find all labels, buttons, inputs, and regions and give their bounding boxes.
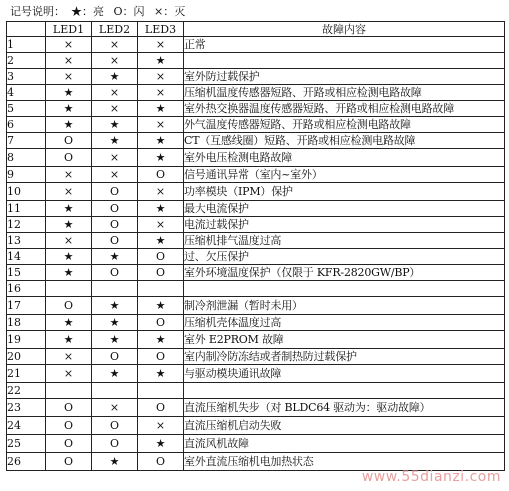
- led3-state: ★: [138, 297, 184, 315]
- led1-state: O: [46, 399, 92, 417]
- led2-state: O: [92, 435, 138, 453]
- row-number: 25: [7, 435, 46, 453]
- table-row: [7, 101, 505, 117]
- row-number: 15: [7, 265, 46, 281]
- fault-description: 室外防过载保护: [184, 69, 505, 85]
- row-number: 23: [7, 399, 46, 417]
- table-row: [7, 331, 505, 349]
- row-number: 26: [7, 453, 46, 471]
- table-row: [7, 201, 505, 217]
- table-row: [7, 85, 505, 101]
- fault-description: 直流风机故障: [184, 435, 505, 453]
- led3-state: O: [138, 315, 184, 331]
- row-number: 24: [7, 417, 46, 435]
- led2-state: O: [92, 201, 138, 217]
- led1-state: ★: [46, 101, 92, 117]
- led1-state: ×: [46, 233, 92, 249]
- table-row: [7, 297, 505, 315]
- led2-state: ×: [92, 85, 138, 101]
- led1-state: ★: [46, 315, 92, 331]
- led1-state: ★: [46, 117, 92, 133]
- led2-state: ×: [92, 37, 138, 53]
- row-number: 18: [7, 315, 46, 331]
- led3-state: [138, 383, 184, 399]
- fault-description: 室外热交换器温度传感器短路、开路或相应检测电路故障: [184, 101, 505, 117]
- fault-description: 直流压缩机失步（对 BLDC64 驱动为：驱动故障）: [184, 399, 505, 417]
- row-number: 10: [7, 183, 46, 201]
- led3-state: ★: [138, 201, 184, 217]
- led2-state: ×: [92, 101, 138, 117]
- table-row: [7, 133, 505, 149]
- led1-state: ×: [46, 183, 92, 201]
- led2-state: O: [92, 349, 138, 365]
- row-number: 22: [7, 383, 46, 399]
- led1-state: O: [46, 149, 92, 167]
- led3-state: O: [138, 265, 184, 281]
- led1-state: ★: [46, 249, 92, 265]
- led1-state: ★: [46, 201, 92, 217]
- table-row: [7, 399, 505, 417]
- led1-state: ×: [46, 365, 92, 383]
- table-row: [7, 435, 505, 453]
- led3-state: ×: [138, 217, 184, 233]
- header-led3: LED3: [138, 22, 184, 37]
- led1-state: ×: [46, 37, 92, 53]
- row-number: 13: [7, 233, 46, 249]
- table-row: [7, 417, 505, 435]
- site-watermark: www.55dianzi.com: [361, 469, 501, 485]
- fault-description: 直流压缩机启动失败: [184, 417, 505, 435]
- led3-state: ×: [138, 85, 184, 101]
- symbol-legend: [10, 4, 191, 20]
- table-body: [7, 37, 505, 471]
- led3-state: O: [138, 453, 184, 471]
- led3-state: ×: [138, 117, 184, 133]
- table-row: [7, 183, 505, 201]
- table-row: [7, 249, 505, 265]
- header-number: [7, 22, 46, 37]
- fault-description: [184, 281, 505, 297]
- led3-state: ×: [138, 183, 184, 201]
- led2-state: ×: [92, 149, 138, 167]
- row-number: 21: [7, 365, 46, 383]
- led2-state: ★: [92, 315, 138, 331]
- led1-state: [46, 281, 92, 297]
- header-led2: LED2: [92, 22, 138, 37]
- led3-state: ×: [138, 69, 184, 85]
- led1-state: ×: [46, 69, 92, 85]
- led3-state: O: [138, 399, 184, 417]
- table-row: [7, 265, 505, 281]
- table-row: [7, 149, 505, 167]
- fault-description: 室内制冷防冻结或者制热防过载保护: [184, 349, 505, 365]
- legend-off: ×：灭: [154, 5, 186, 18]
- led1-state: O: [46, 133, 92, 149]
- fault-description: CT（互感线圈）短路、开路或相应检测电路故障: [184, 133, 505, 149]
- led1-state: ×: [46, 349, 92, 365]
- led1-state: O: [46, 417, 92, 435]
- led1-state: ★: [46, 265, 92, 281]
- led3-state: [138, 281, 184, 297]
- fault-description: 过、欠压保护: [184, 249, 505, 265]
- led3-state: ★: [138, 435, 184, 453]
- legend-flash: O：闪: [113, 5, 145, 18]
- row-number: 2: [7, 53, 46, 69]
- fault-description: 压缩机壳体温度过高: [184, 315, 505, 331]
- led1-state: ×: [46, 167, 92, 183]
- row-number: 16: [7, 281, 46, 297]
- led2-state: ★: [92, 249, 138, 265]
- led1-state: O: [46, 435, 92, 453]
- legend-label: 记号说明：: [10, 5, 65, 18]
- led2-state: ×: [92, 53, 138, 69]
- row-number: 20: [7, 349, 46, 365]
- fault-description: 功率模块（IPM）保护: [184, 183, 505, 201]
- fault-description: 信号通讯异常（室内~室外）: [184, 167, 505, 183]
- row-number: 8: [7, 149, 46, 167]
- row-number: 14: [7, 249, 46, 265]
- row-number: 9: [7, 167, 46, 183]
- led3-state: ★: [138, 101, 184, 117]
- led2-state: O: [92, 265, 138, 281]
- row-number: 17: [7, 297, 46, 315]
- table-row: [7, 69, 505, 85]
- table-row: [7, 53, 505, 69]
- fault-description: 最大电流保护: [184, 201, 505, 217]
- led3-state: ★: [138, 331, 184, 349]
- led1-state: [46, 383, 92, 399]
- fault-description: 正常: [184, 37, 505, 53]
- fault-description: 室外 E2PROM 故障: [184, 331, 505, 349]
- led2-state: [92, 383, 138, 399]
- led2-state: ×: [92, 399, 138, 417]
- led2-state: ★: [92, 453, 138, 471]
- table-header-row: [7, 22, 505, 37]
- table-row: [7, 217, 505, 233]
- led1-state: ★: [46, 331, 92, 349]
- row-number: 7: [7, 133, 46, 149]
- led1-state: ×: [46, 53, 92, 69]
- led3-state: ×: [138, 417, 184, 435]
- led2-state: O: [92, 217, 138, 233]
- table-row: [7, 315, 505, 331]
- led2-state: ★: [92, 133, 138, 149]
- led2-state: O: [92, 417, 138, 435]
- led1-state: O: [46, 297, 92, 315]
- table-row: [7, 365, 505, 383]
- led3-state: O: [138, 349, 184, 365]
- row-number: 4: [7, 85, 46, 101]
- table-row: [7, 349, 505, 365]
- led2-state: O: [92, 233, 138, 249]
- led1-state: ★: [46, 217, 92, 233]
- table-row: [7, 117, 505, 133]
- row-number: 19: [7, 331, 46, 349]
- led2-state: ★: [92, 331, 138, 349]
- fault-description: 压缩机温度传感器短路、开路或相应检测电路故障: [184, 85, 505, 101]
- led3-state: O: [138, 167, 184, 183]
- led2-state: O: [92, 183, 138, 201]
- fault-description: 压缩机排气温度过高: [184, 233, 505, 249]
- fault-description: [184, 383, 505, 399]
- led1-state: ★: [46, 85, 92, 101]
- header-led1: LED1: [46, 22, 92, 37]
- led3-state: ★: [138, 133, 184, 149]
- fault-code-table: [6, 21, 505, 471]
- row-number: 1: [7, 37, 46, 53]
- table-row: [7, 383, 505, 399]
- row-number: 12: [7, 217, 46, 233]
- row-number: 5: [7, 101, 46, 117]
- fault-description: 电流过载保护: [184, 217, 505, 233]
- led3-state: O: [138, 249, 184, 265]
- led3-state: ★: [138, 149, 184, 167]
- fault-description: 室外直流压缩机电加热状态: [184, 453, 505, 471]
- fault-description: [184, 53, 505, 69]
- fault-description: 与驱动模块通讯故障: [184, 365, 505, 383]
- led2-state: ★: [92, 117, 138, 133]
- table-row: [7, 167, 505, 183]
- fault-description: 外气温度传感器短路、开路或相应检测电路故障: [184, 117, 505, 133]
- fault-description: 室外环境温度保护（仅限于 KFR-2820GW/BP）: [184, 265, 505, 281]
- led3-state: ★: [138, 365, 184, 383]
- table-row: [7, 233, 505, 249]
- led2-state: ★: [92, 365, 138, 383]
- led3-state: ★: [138, 53, 184, 69]
- row-number: 11: [7, 201, 46, 217]
- led2-state: ×: [92, 167, 138, 183]
- table-row: [7, 453, 505, 471]
- led2-state: ★: [92, 69, 138, 85]
- table-row: [7, 281, 505, 297]
- table-row: [7, 37, 505, 53]
- fault-description: 制冷剂泄漏（暂时未用）: [184, 297, 505, 315]
- led2-state: [92, 281, 138, 297]
- legend-on: ★：亮: [71, 5, 104, 18]
- fault-description: 室外电压检测电路故障: [184, 149, 505, 167]
- row-number: 6: [7, 117, 46, 133]
- row-number: 3: [7, 69, 46, 85]
- led3-state: ★: [138, 233, 184, 249]
- led2-state: ★: [92, 297, 138, 315]
- led3-state: ×: [138, 37, 184, 53]
- led1-state: O: [46, 453, 92, 471]
- header-fault-content: 故障内容: [184, 22, 505, 37]
